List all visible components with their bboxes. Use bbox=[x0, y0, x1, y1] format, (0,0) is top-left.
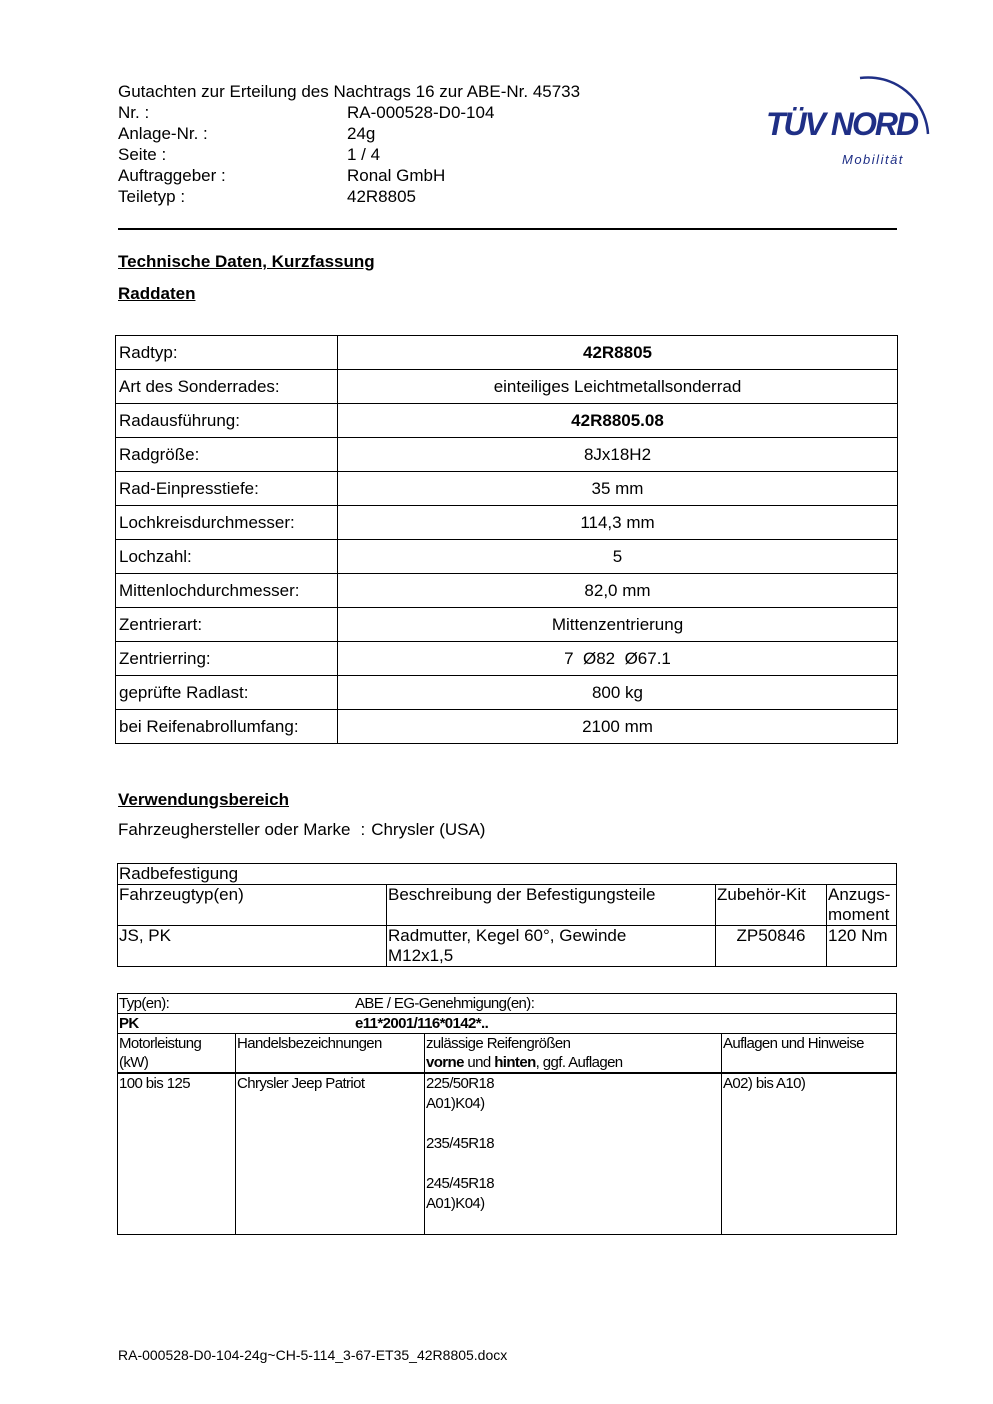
raddaten-value: 2100 mm bbox=[338, 710, 898, 744]
logo-subtitle: Mobilität bbox=[842, 152, 904, 167]
cell-fahrzeugtyp: JS, PK bbox=[118, 926, 387, 967]
column-header-line bbox=[426, 1053, 720, 1072]
header-row-nr bbox=[118, 102, 580, 123]
tyre-line: 225/50R18 bbox=[426, 1075, 494, 1092]
table-row bbox=[116, 540, 898, 574]
raddaten-key: Radgröße: bbox=[116, 438, 338, 472]
document-title: Gutachten zur Erteilung des Nachtrags 16 zur ABE-Nr. 45733 bbox=[118, 82, 581, 101]
vehicle-type-table bbox=[117, 993, 897, 1235]
header-row-teiletyp bbox=[118, 186, 580, 207]
typ-label-row bbox=[118, 994, 897, 1014]
table-header-row bbox=[118, 885, 897, 926]
raddaten-key: geprüfte Radlast: bbox=[116, 676, 338, 710]
header-row-seite bbox=[118, 144, 580, 165]
column-header-line: (kW) bbox=[119, 1054, 149, 1071]
header-label: Teiletyp : bbox=[118, 187, 186, 206]
typ-value-row bbox=[118, 1014, 897, 1034]
cell-beschreibung bbox=[387, 926, 716, 967]
bold-word: vorne bbox=[426, 1054, 464, 1071]
bold-word: hinten bbox=[494, 1054, 536, 1071]
raddaten-key: Radtyp: bbox=[116, 336, 338, 370]
table-row bbox=[116, 642, 898, 676]
header-row-anlage bbox=[118, 123, 580, 144]
table-row bbox=[116, 608, 898, 642]
column-header-moment bbox=[827, 885, 897, 926]
section-heading-verwendung: Verwendungsbereich bbox=[118, 790, 289, 809]
cell-reifen bbox=[425, 1073, 722, 1235]
raddaten-key: bei Reifenabrollumfang: bbox=[116, 710, 338, 744]
raddaten-table bbox=[115, 335, 898, 744]
raddaten-value: 8Jx18H2 bbox=[338, 438, 898, 472]
header-value: 24g bbox=[347, 124, 376, 143]
raddaten-key: Art des Sonderrades: bbox=[116, 370, 338, 404]
table-row bbox=[116, 710, 898, 744]
table-row bbox=[118, 1073, 897, 1235]
raddaten-value: Mittenzentrierung bbox=[338, 608, 898, 642]
cell-kit: ZP50846 bbox=[716, 926, 827, 967]
section-heading-raddaten: Raddaten bbox=[118, 284, 196, 303]
column-header-reifen bbox=[425, 1034, 722, 1074]
table-row bbox=[116, 506, 898, 540]
column-header-line: Anzugs- bbox=[828, 885, 891, 904]
table-row bbox=[118, 1014, 897, 1034]
table-row bbox=[118, 994, 897, 1014]
header-label: Seite : bbox=[118, 145, 167, 164]
typ-label: Typ(en): bbox=[119, 995, 170, 1012]
table-row bbox=[118, 864, 897, 885]
tyre-line: 235/45R18 bbox=[426, 1135, 494, 1152]
raddaten-value: 42R8805.08 bbox=[338, 404, 898, 438]
column-header-line: zulässige Reifengrößen bbox=[426, 1035, 571, 1052]
column-header: Handelsbezeichnungen bbox=[236, 1034, 425, 1074]
header-value: Ronal GmbH bbox=[347, 166, 446, 185]
column-header: Beschreibung der Befestigungsteile bbox=[387, 885, 716, 926]
table-row bbox=[116, 676, 898, 710]
manufacturer-separator: : bbox=[360, 820, 366, 839]
cell-auflagen: A02) bis A10) bbox=[722, 1073, 897, 1235]
header-row-auftraggeber bbox=[118, 165, 580, 186]
raddaten-value: 5 bbox=[338, 540, 898, 574]
table-row bbox=[116, 574, 898, 608]
abe-label: ABE / EG-Genehmigung(en): bbox=[355, 995, 535, 1012]
raddaten-value: einteiliges Leichtmetallsonderrad bbox=[338, 370, 898, 404]
tyre-line: 245/45R18 bbox=[426, 1175, 494, 1192]
section-heading-tech: Technische Daten, Kurzfassung bbox=[118, 252, 375, 271]
footer-filename: RA-000528-D0-104-24g~CH-5-114_3-67-ET35_42R8805.docx bbox=[118, 1347, 508, 1363]
header-value: 42R8805 bbox=[347, 187, 417, 206]
cell-leistung: 100 bis 125 bbox=[118, 1073, 236, 1235]
manufacturer-line bbox=[118, 820, 485, 840]
column-header-line: moment bbox=[828, 905, 890, 924]
column-header: Fahrzeugtyp(en) bbox=[118, 885, 387, 926]
radbefestigung-table bbox=[117, 863, 897, 967]
raddaten-value: 114,3 mm bbox=[338, 506, 898, 540]
raddaten-key: Lochzahl: bbox=[116, 540, 338, 574]
column-header-leistung bbox=[118, 1034, 236, 1074]
header-label: Nr. : bbox=[118, 103, 150, 122]
tyre-line bbox=[426, 1154, 720, 1174]
header-label: Auftraggeber : bbox=[118, 166, 226, 185]
cell-moment: 120 Nm bbox=[827, 926, 897, 967]
raddaten-key: Lochkreisdurchmesser: bbox=[116, 506, 338, 540]
raddaten-value: 800 kg bbox=[338, 676, 898, 710]
cell-line: M12x1,5 bbox=[388, 946, 454, 965]
raddaten-value: 42R8805 bbox=[338, 336, 898, 370]
table-row bbox=[116, 336, 898, 370]
header-value: RA-000528-D0-104 bbox=[347, 103, 495, 122]
typ-value: PK bbox=[119, 1015, 139, 1032]
header-value: 1 / 4 bbox=[347, 145, 381, 164]
tuev-nord-logo bbox=[760, 56, 950, 176]
raddaten-key: Zentrierring: bbox=[116, 642, 338, 676]
table-row bbox=[116, 472, 898, 506]
manufacturer-value: Chrysler (USA) bbox=[371, 820, 486, 839]
raddaten-key: Radausführung: bbox=[116, 404, 338, 438]
column-header-line: Motorleistung bbox=[119, 1035, 202, 1052]
tyre-line: A01)K04) bbox=[426, 1095, 485, 1112]
cell-handelsbezeichnung: Chrysler Jeep Patriot bbox=[236, 1073, 425, 1235]
abe-value: e11*2001/116*0142*.. bbox=[355, 1015, 489, 1032]
header-label: Anlage-Nr. : bbox=[118, 124, 208, 143]
radbefestigung-title: Radbefestigung bbox=[118, 864, 897, 885]
raddaten-value: 82,0 mm bbox=[338, 574, 898, 608]
manufacturer-label: Fahrzeughersteller oder Marke bbox=[118, 820, 351, 839]
tyre-line: A01)K04) bbox=[426, 1195, 485, 1212]
tyre-line bbox=[426, 1114, 720, 1134]
document-header bbox=[118, 81, 580, 207]
plain-word: , ggf. Auflagen bbox=[535, 1054, 623, 1071]
table-row bbox=[116, 438, 898, 472]
cell-line: Radmutter, Kegel 60°, Gewinde bbox=[388, 926, 627, 945]
table-row bbox=[116, 370, 898, 404]
raddaten-key: Rad-Einpresstiefe: bbox=[116, 472, 338, 506]
column-header: Zubehör-Kit bbox=[716, 885, 827, 926]
raddaten-value: 7 Ø82 Ø67.1 bbox=[338, 642, 898, 676]
raddaten-key: Zentrierart: bbox=[116, 608, 338, 642]
logo-brand: TÜV NORD bbox=[766, 106, 918, 142]
raddaten-key: Mittenlochdurchmesser: bbox=[116, 574, 338, 608]
table-row bbox=[116, 404, 898, 438]
table-row bbox=[118, 926, 897, 967]
raddaten-value: 35 mm bbox=[338, 472, 898, 506]
plain-word: und bbox=[463, 1054, 495, 1071]
column-header: Auflagen und Hinweise bbox=[722, 1034, 897, 1074]
header-divider bbox=[118, 228, 897, 230]
table-header-row bbox=[118, 1034, 897, 1074]
